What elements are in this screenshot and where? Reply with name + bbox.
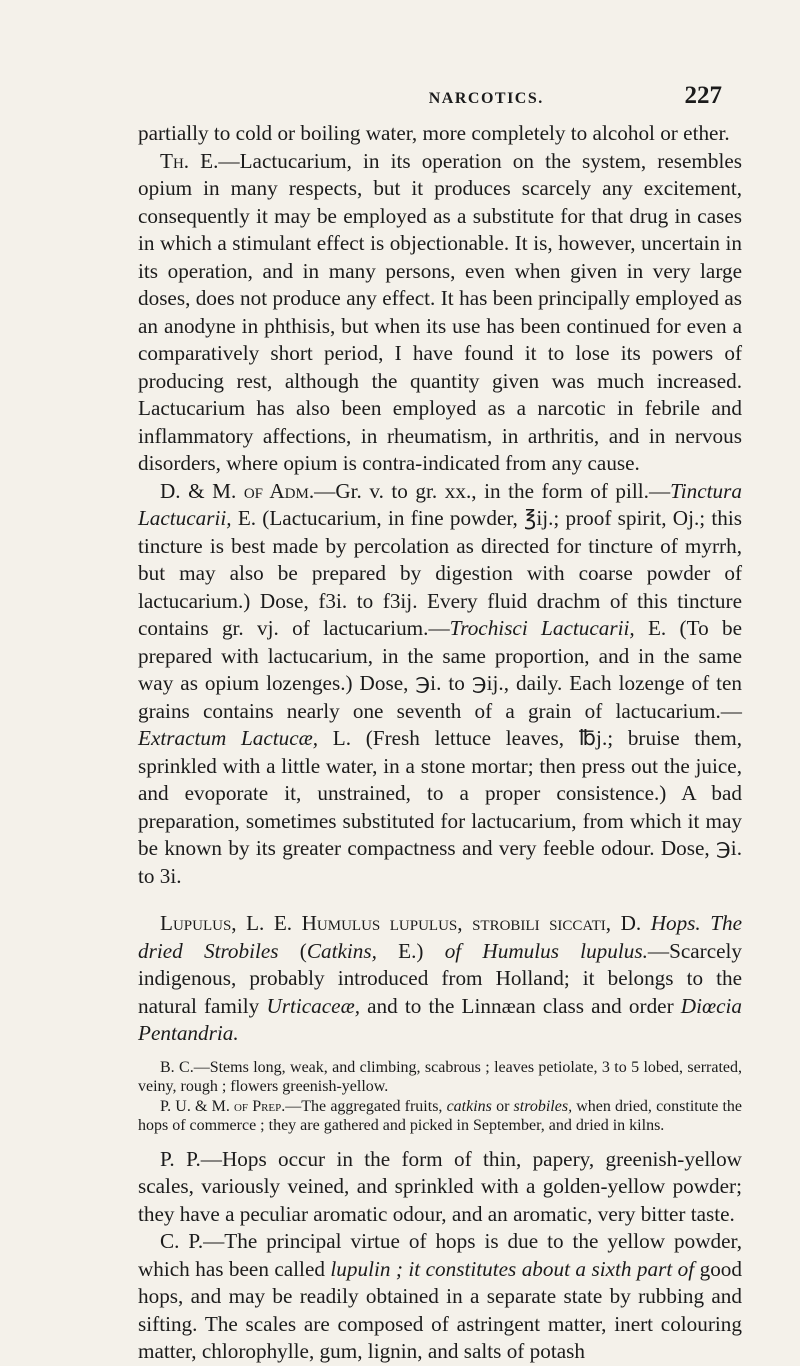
paragraph-chemical-properties: C. P.—The principal virtue of hops is due to the yellow powder, which has been called lupulin ; it constitutes about a sixth part of good hops, and may be readily obtained in a separate state by rubbing and sifting. The scales are composed of astringent matter, inert colouring matter, chlorophylle, gum, lignin, and salts of potash: [138, 1229, 742, 1363]
entry-heading: Lupulus, L. E. Humulus lupulus, strobili siccati, D.: [160, 911, 642, 935]
paragraph-botanical-characters: B. C.—Stems long, weak, and climbing, scabrous ; leaves petiolate, 3 to 5 lobed, serrated, veiny, rough ; flowers greenish-yellow.: [138, 1058, 742, 1095]
paragraph-lupulus-heading: Lupulus, L. E. Humulus lupulus, strobili siccati, D. Hops. The dried Strobiles (Catkins, E.) of Humulus lupulus.—Scarcely indigenous, probably introduced from Holland; it belongs to the natural family Urticaceæ, and to the Linnæan class and order Diœcia Pentandria.: [138, 911, 743, 1045]
spacer: [138, 1136, 742, 1146]
paragraph-physical-properties: P. P.—Hops occur in the form of thin, papery, greenish-yellow scales, variously veined, and sprinkled with a golden-yellow powder; they have a peculiar aromatic odour, and an aromatic, very bitter taste.: [138, 1146, 742, 1226]
page-body: [138, 120, 742, 1366]
section-label: Th. E.: [160, 148, 219, 173]
paragraph-therapeutic-effects: Th. E.—Lactucarium, in its operation on the system, resembles opium in many respects, but it produces scarcely any excitement, consequently it may be employed as a substitute for that drug in cases in which a stimulant effect is objectionable. It is, however, uncertain in its operation, and in many persons, even when given in very large doses, does not produce any effect. It has been principally employed as an anodyne in phthisis, but when its use has been continued for even a comparatively short period, I have found it to lose its powers of producing rest, although the quantity given was much increased. Lactucarium has also been employed as a narcotic in febrile and inflammatory affections, in rheumatism, in arthritis, and in nervous disorders, where opium is contra-indicated from any cause.: [138, 148, 743, 475]
paragraph-continuation: partially to cold or boiling water, more completely to alcohol or ether.: [138, 121, 730, 145]
section-label: P. U. & M. of Prep.: [160, 1097, 286, 1115]
page-number: 227: [684, 82, 722, 109]
paragraph-parts-used: P. U. & M. of Prep.—The aggregated fruits, catkins or strobiles, when dried, constitute the hops of commerce ; they are gathered and picked in September, and dried in kilns.: [138, 1097, 742, 1134]
running-title: NARCOTICS.: [428, 90, 544, 107]
running-header: [138, 82, 722, 110]
section-label: D. & M. of Adm.: [160, 478, 315, 503]
spacer: [138, 890, 742, 910]
paragraph-doses: D. & M. of Adm.—Gr. v. to gr. xx., in the form of pill.—Tinctura Lactucarii, E. (Lactucarium, in fine powder, ℥ij.; proof spirit, Oj.; this tincture is best made by percolation as directed for tincture of myrrh, but may also be prepared by digestion with coarse powder of lactucarium.) Dose, f3i. to f3ij. Every fluid drachm of this tincture contains gr. vj. of lactucarium.—Trochisci Lactucarii, E. (To be prepared with lactucarium, in the same proportion, and in the same way as opium lozenges.) Dose, ℈i. to ℈ij., daily. Each lozenge of ten grains contains nearly one seventh of a grain of lactucarium.—Extractum Lactucæ, L. (Fresh lettuce leaves, ℔j.; bruise them, sprinkled with a little water, in a stone mortar; then press out the juice, and evoporate it, unstrained, to a proper consistence.) A bad preparation, sometimes substituted for lactucarium, from which it may be known by its greater compactness and very feeble odour. Dose, ℈i. to 3i.: [138, 478, 742, 888]
